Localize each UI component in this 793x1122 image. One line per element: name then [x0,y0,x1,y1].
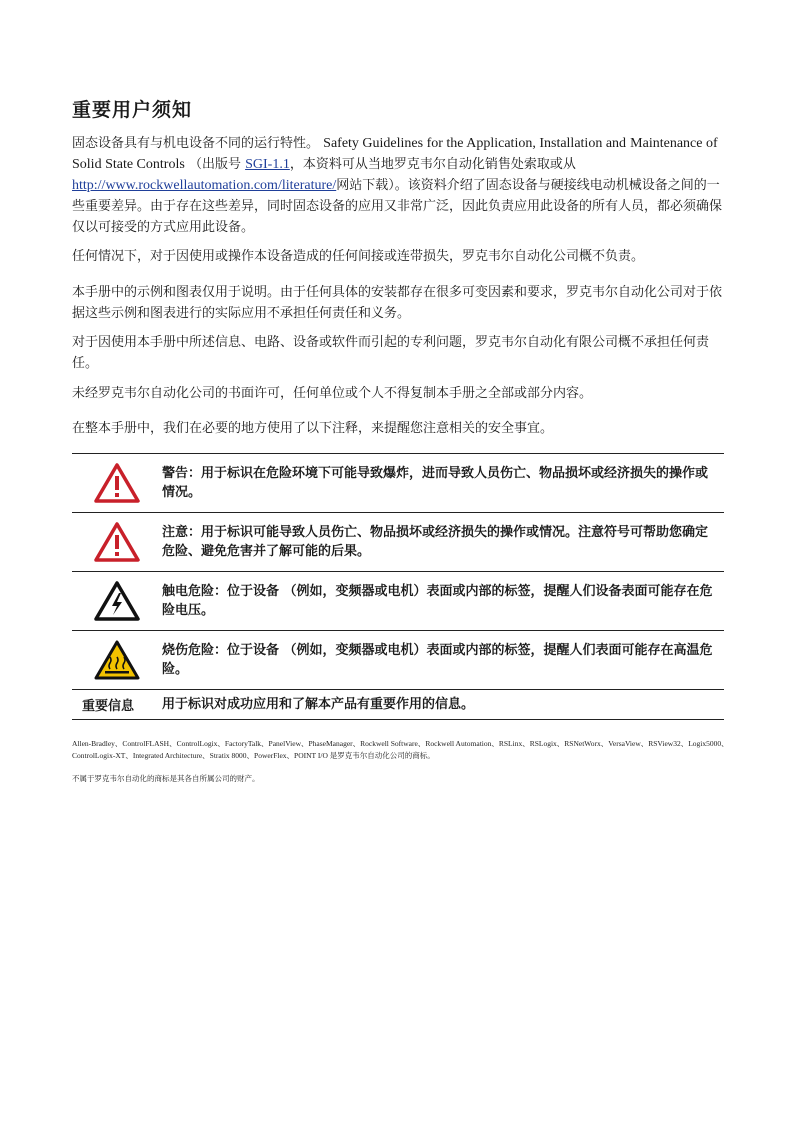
burn-hazard-text: 烧伤危险：位于设备 （例如，变频器或电机）表面或内部的标签，提醒人们表面可能存在高温危险。 [162,643,713,677]
caution-row [72,513,724,572]
shock-hazard-row [72,572,724,631]
notice-table [72,453,724,720]
important-label: 重要信息 [82,699,135,714]
intro-text-f: 网站下载）。该资料介绍了固态设备与硬接线电动机械设备之间的一些重要差异。由于存在这些差异，同时固态设备的应用又非常广泛，因此负责应用此设备的所有人员，都必须确保仅以可接受的方式应用此设备。 [72,178,723,235]
publication-title-b: Maintenance of Solid State Controls [72,136,718,172]
liability-paragraph: 任何情况下，对于因使用或操作本设备造成的任何间接或连带损失，罗克韦尔自动化公司概不负责。 [72,249,645,264]
sgi-link[interactable]: SGI-1.1 [245,157,290,172]
warning-row [72,454,724,513]
annotations-paragraph: 在整本手册中，我们在必要的地方使用了以下注释，来提醒您注意相关的安全事宜。 [72,421,554,436]
page-title: 重要用户须知 [72,99,193,121]
caution-icon [72,521,162,563]
caution-text: 注意：用于标识可能导致人员伤亡、物品损坏或经济损失的操作或情况。注意符号可帮助您确定危险、避免危害并了解可能的后果。 [162,525,709,559]
important-row [72,690,724,720]
hot-surface-icon [72,639,162,681]
literature-link[interactable]: http://www.rockwellautomation.com/literature/ [72,178,337,193]
intro-text-e: ，本资料可从当地罗克韦尔自动化销售处索取或从 [289,157,576,172]
copyright-paragraph: 未经罗克韦尔自动化公司的书面许可，任何单位或个人不得复制本手册之全部或部分内容。 [72,386,593,401]
publication-title-a: Safety Guidelines for the Application, Installation and [323,136,627,151]
warning-icon [72,462,162,504]
intro-text-d: （出版号 [188,157,241,172]
warning-text: 警告：用于标识在危险环境下可能导致爆炸，进而导致人员伤亡、物品损坏或经济损失的操作或情况。 [162,466,709,500]
intro-text-a: 固态设备具有与机电设备不同的运行特性。 [72,136,320,151]
important-text: 用于标识对成功应用和了解本产品有重要作用的信息。 [162,697,475,712]
patent-paragraph: 对于因使用本手册中所述信息、电路、设备或软件而引起的专利问题，罗克韦尔自动化有限公司概不承担任何责任。 [72,335,710,371]
examples-paragraph: 本手册中的示例和图表仅用于说明。由于任何具体的安装都存在很多可变因素和要求，罗克韦尔自动化公司对于依据这些示例和图表进行的实际应用不承担任何责任和义务。 [72,285,723,321]
shock-hazard-text: 触电危险：位于设备 （例如，变频器或电机）表面或内部的标签，提醒人们设备表面可能存在危险电压。 [162,584,713,618]
intro-paragraph [72,133,724,238]
burn-hazard-row [72,631,724,690]
electric-shock-icon [72,580,162,622]
trademark-note: 不属于罗克韦尔自动化的商标是其各自所属公司的财产。 [72,774,260,783]
trademark-list: Allen-Bradley、ControlFLASH、ControlLogix、FactoryTalk、PanelView、PhaseManager、Rockwell Software、Rockwell Automation、RSLinx、RSLogix、RSNetWorx、VersaView、RSView32、Logix5000、ControlLogix-XT、Integrated Architecture、Stratix 8000、PowerFlex、POINT I/O 是罗克韦尔自动化公司的商标。 [72,739,729,760]
